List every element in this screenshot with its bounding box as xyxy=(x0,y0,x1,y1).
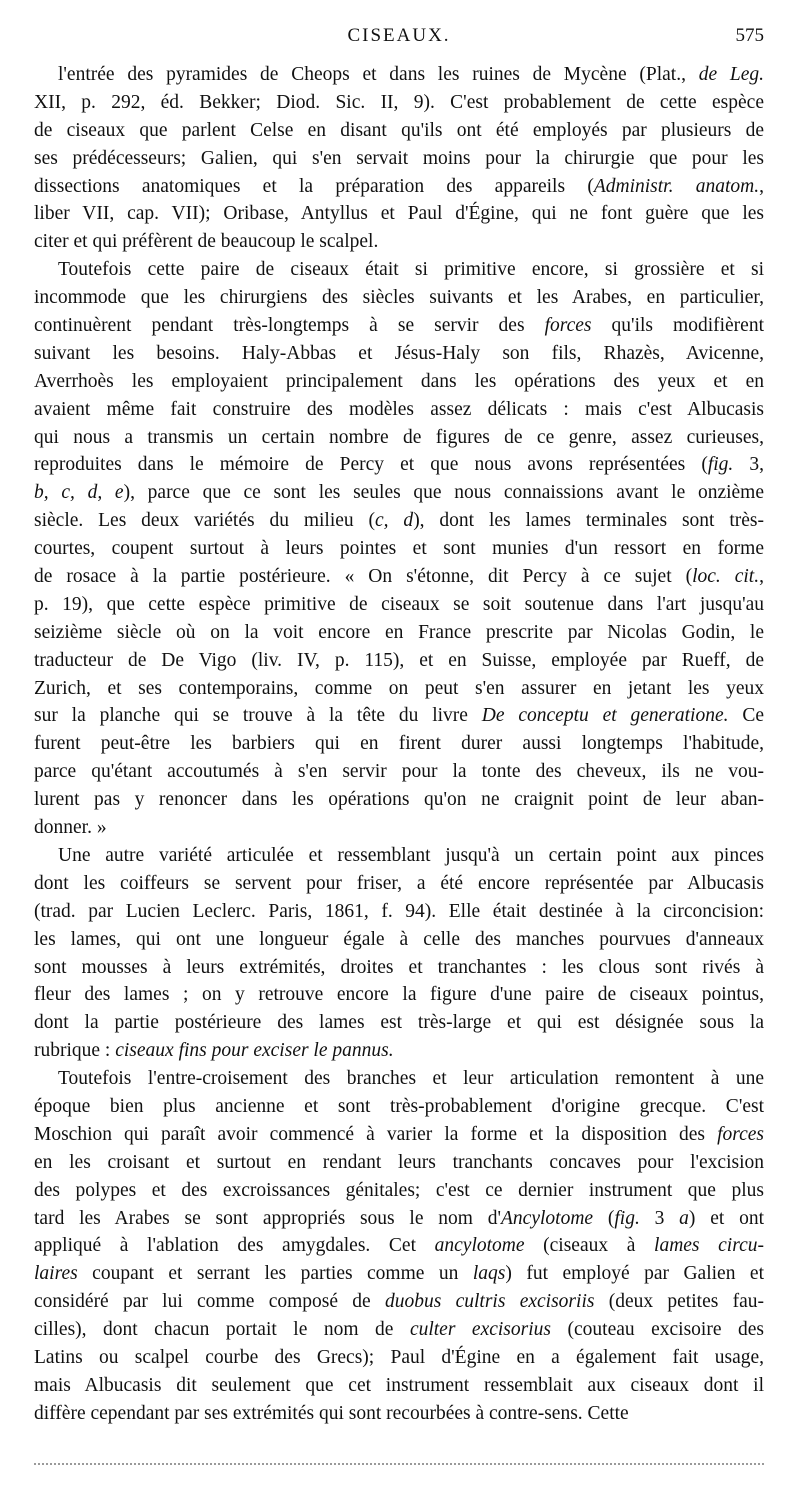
text-line xyxy=(34,1400,764,1428)
text-line xyxy=(34,702,764,730)
italic-text-run: a xyxy=(679,1207,689,1229)
text-run: Averrhoès les employaient principalement dans les opérations des yeux et en xyxy=(34,370,764,392)
text-run: ), parce que ce sont les seules que nous connaissions avant le onzième xyxy=(123,482,764,504)
text-run: rubrique : xyxy=(34,1040,116,1062)
text-line xyxy=(34,61,764,89)
text-run: Ce xyxy=(728,705,764,727)
text-line xyxy=(34,898,764,926)
text-line xyxy=(34,1344,764,1372)
text-line xyxy=(34,256,764,284)
text-line xyxy=(34,1372,764,1400)
text-run: diffère cependant par ses extrémités qui sont recourbées à contre-sens. Cette xyxy=(34,1402,629,1424)
italic-text-run: forces xyxy=(717,1123,764,1145)
text-line xyxy=(34,563,764,591)
text-run: des polypes et des excroissances génitales; c'est ce dernier instrument que plus xyxy=(34,1179,764,1201)
text-run: ), dont les lames terminales sont très- xyxy=(413,510,764,532)
text-line xyxy=(34,1260,764,1288)
text-line xyxy=(34,507,764,535)
text-line xyxy=(34,675,764,703)
italic-text-run: loc. cit. xyxy=(692,566,760,588)
text-line xyxy=(34,479,764,507)
text-run: époque bien plus ancienne et sont très-probablement d'origine grecque. C'est xyxy=(34,1095,764,1117)
text-run: Latins ou scalpel courbe des Grecs); Paul d'Égine en a également fait usage, xyxy=(34,1346,764,1368)
text-run: (trad. par Lucien Leclerc. Paris, 1861, f. 94). Elle était destinée à la circoncision: xyxy=(34,900,764,922)
text-run: continuèrent pendant très-longtemps à se servir des xyxy=(34,315,545,337)
text-line xyxy=(34,870,764,898)
text-run: fleur des lames ; on y retrouve encore la figure d'une paire de ciseaux pointus, xyxy=(34,984,764,1006)
text-line xyxy=(34,451,764,479)
text-line xyxy=(34,647,764,675)
text-line xyxy=(34,1232,764,1260)
text-line xyxy=(34,368,764,396)
text-line xyxy=(34,535,764,563)
text-run: Toutefois cette paire de ciseaux était si primitive encore, si grossière et si xyxy=(58,259,764,281)
text-run: (couteau excisoire des xyxy=(551,1319,764,1341)
text-line xyxy=(34,1093,764,1121)
text-run: furent peut-être les barbiers qui en firent durer aussi longtemps l'habitude, xyxy=(34,733,764,755)
running-head xyxy=(34,22,764,50)
text-run: citer et qui préfèrent de beaucoup le scalpel. xyxy=(34,231,379,253)
italic-text-run: Ancylotome xyxy=(501,1207,594,1229)
paragraph-3 xyxy=(34,842,764,1065)
text-run: dissections anatomiques et la préparation des appareils ( xyxy=(34,175,594,197)
footer-rule xyxy=(34,1463,764,1465)
text-run: suivant les besoins. Haly-Abbas et Jésus-Haly son fils, Rhazès, Avicenne, xyxy=(34,342,764,364)
text-run: ) et ont xyxy=(688,1207,764,1229)
paragraph-4 xyxy=(34,1065,764,1428)
text-line xyxy=(34,1288,764,1316)
text-line xyxy=(34,284,764,312)
text-line xyxy=(34,312,764,340)
text-run: sur la planche qui se trouve à la tête du livre xyxy=(34,705,482,727)
text-run: ( xyxy=(593,1207,615,1229)
text-line xyxy=(34,173,764,201)
text-run: courtes, coupent surtout à leurs pointes et sont munies d'un ressort en forme xyxy=(34,538,764,560)
text-run: p. 19), que cette espèce primitive de ciseaux se soit soutenue dans l'art jusqu'au xyxy=(34,593,764,615)
text-line xyxy=(34,145,764,173)
text-run: parce qu'étant accoutumés à s'en servir pour la tonte des cheveux, ils ne vou- xyxy=(34,761,764,783)
italic-text-run: ciseaux fins pour exciser le pannus. xyxy=(115,1040,394,1062)
text-line xyxy=(34,340,764,368)
italic-text-run: De conceptu et generatione. xyxy=(481,705,729,727)
italic-text-run: Administr. anatom. xyxy=(593,175,760,197)
text-line xyxy=(34,926,764,954)
italic-text-run: ancylotome xyxy=(434,1235,525,1257)
text-run: sont mousses à leurs extrémités, droites et tranchantes : les clous sont rivés à xyxy=(34,956,764,978)
text-run: 3, xyxy=(733,454,764,476)
italic-text-run: b, c, d, e xyxy=(34,482,124,504)
text-run: les lames, qui ont une longueur égale à celle des manches pourvues d'anneaux xyxy=(34,928,764,950)
text-run: mais Albucasis dit seulement que cet instrument ressemblait aux ciseaux dont il xyxy=(34,1374,764,1396)
text-run: avaient même fait construire des modèles assez délicats : mais c'est Albucasis xyxy=(34,398,764,420)
text-run: Toutefois l'entre-croisement des branches et leur articulation remontent à une xyxy=(58,1068,764,1090)
text-line xyxy=(34,1065,764,1093)
text-run: (deux petites fau- xyxy=(594,1291,764,1313)
text-line xyxy=(34,730,764,758)
text-run: de rosace à la partie postérieure. « On s'étonne, dit Percy à ce sujet ( xyxy=(34,566,693,588)
italic-text-run: duobus cultris excisoriis xyxy=(384,1291,595,1313)
text-run: ) fut employé par Galien et xyxy=(505,1263,764,1285)
text-run: dont la partie postérieure des lames est très-large et qui est désignée sous la xyxy=(34,1012,764,1034)
text-run: coupant et serrant les parties comme un xyxy=(77,1263,473,1285)
text-run: , xyxy=(759,566,764,588)
text-line xyxy=(34,1205,764,1233)
text-run: siècle. Les deux variétés du milieu ( xyxy=(34,510,376,532)
text-line xyxy=(34,1121,764,1149)
italic-text-run: fig. xyxy=(614,1207,640,1229)
text-line xyxy=(34,786,764,814)
text-run: Moschion qui paraît avoir commencé à varier la forme et la disposition des xyxy=(34,1123,718,1145)
text-run: lurent pas y renoncer dans les opérations qu'on ne craignit point de leur aban- xyxy=(34,789,764,811)
text-run: l'entrée des pyramides de Cheops et dans les ruines de Mycène (Plat., xyxy=(58,64,699,85)
text-line xyxy=(34,200,764,228)
text-run: Une autre variété articulée et ressemblant jusqu'à un certain point aux pinces xyxy=(58,844,764,866)
text-run: considéré par lui comme composé de xyxy=(34,1291,385,1313)
text-run: tard les Arabes se sont appropriés sous le nom d' xyxy=(34,1207,502,1229)
text-run: en les croisant et surtout en rendant leurs tranchants concaves pour l'excision xyxy=(34,1151,764,1173)
text-line xyxy=(34,591,764,619)
text-run: , xyxy=(759,175,764,197)
italic-text-run: c, d xyxy=(375,510,414,532)
text-run: qui nous a transmis un certain nombre de figures de ce genre, assez curieuses, xyxy=(34,426,764,448)
text-run: appliqué à l'ablation des amygdales. Cet xyxy=(34,1235,435,1257)
text-run: (ciseaux à xyxy=(524,1235,655,1257)
text-run: 3 xyxy=(639,1207,680,1229)
text-line xyxy=(34,117,764,145)
text-run: traducteur de De Vigo (liv. IV, p. 115), et en Suisse, employée par Rueff, de xyxy=(34,649,764,671)
text-run: Zurich, et ses contemporains, comme on peut s'en assurer en jetant les yeux xyxy=(34,677,764,699)
text-line xyxy=(34,1177,764,1205)
body-text xyxy=(34,61,764,1428)
italic-text-run: de Leg. xyxy=(698,64,764,85)
text-run: seizième siècle où on la voit encore en France prescrite par Nicolas Godin, le xyxy=(34,621,764,643)
page-number: 575 xyxy=(735,25,764,46)
text-line xyxy=(34,424,764,452)
text-run: qu'ils modifièrent xyxy=(591,315,764,337)
text-run: liber VII, cap. VII); Oribase, Antyllus et Paul d'Égine, qui ne font guère que les xyxy=(34,203,764,225)
text-run: XII, p. 292, éd. Bekker; Diod. Sic. II, 9). C'est probablement de cette espèce xyxy=(34,91,764,113)
text-line xyxy=(34,814,764,842)
text-line xyxy=(34,1037,764,1065)
text-line xyxy=(34,758,764,786)
text-run: donner. » xyxy=(34,817,107,839)
italic-text-run: forces xyxy=(544,315,592,337)
text-run: de ciseaux que parlent Celse en disant qu'ils ont été employés par plusieurs de xyxy=(34,119,764,141)
text-line xyxy=(34,981,764,1009)
italic-text-run: fig. xyxy=(707,454,734,476)
text-run: dont les coiffeurs se servent pour friser, a été encore représentée par Albucasis xyxy=(34,872,764,894)
text-line xyxy=(34,396,764,424)
paragraph-2 xyxy=(34,256,764,842)
text-line xyxy=(34,1149,764,1177)
text-line xyxy=(34,954,764,982)
text-run: reproduites dans le mémoire de Percy et que nous avons représentées ( xyxy=(34,454,708,476)
running-head-title: CISEAUX. xyxy=(347,25,451,46)
text-run: incommode que les chirurgiens des siècles suivants et les Arabes, en particulier, xyxy=(34,287,764,309)
text-run: cilles), dont chacun portait le nom de xyxy=(34,1319,410,1341)
text-line xyxy=(34,89,764,117)
text-run: ses prédécesseurs; Galien, qui s'en servait moins pour la chirurgie que pour les xyxy=(34,147,764,169)
paragraph-1 xyxy=(34,61,764,256)
text-line xyxy=(34,619,764,647)
text-line xyxy=(34,1316,764,1344)
text-line xyxy=(34,842,764,870)
italic-text-run: laqs xyxy=(472,1263,506,1285)
italic-text-run: lames circu- xyxy=(654,1235,764,1257)
text-line xyxy=(34,228,764,256)
italic-text-run: culter excisorius xyxy=(409,1319,551,1341)
italic-text-run: laires xyxy=(34,1263,78,1285)
text-line xyxy=(34,1009,764,1037)
